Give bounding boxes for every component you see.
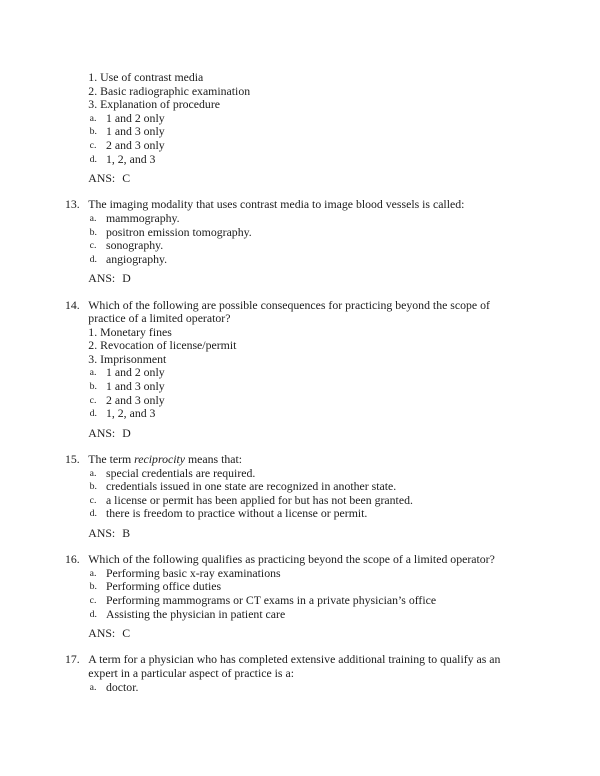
answer-option: [88, 380, 542, 394]
question-number: 16.: [65, 552, 80, 567]
answer-line: [88, 427, 542, 441]
option-letter: b.: [89, 226, 97, 238]
option-text: doctor.: [105, 679, 139, 694]
option-text: credentials issued in one state are recognized in another state.: [105, 479, 397, 494]
question-number: 17.: [65, 652, 80, 667]
option-letter: b.: [89, 581, 97, 593]
question-block: [65, 71, 542, 186]
option-letter: a.: [89, 681, 97, 693]
option-text: 1 and 2 only: [105, 110, 165, 125]
option-letter: c.: [89, 494, 97, 506]
option-letter: d.: [89, 253, 97, 265]
option-letter: d.: [89, 608, 97, 620]
answer-option: [88, 226, 542, 240]
answer-value: B: [122, 526, 131, 540]
option-letter: d.: [89, 408, 97, 420]
question-text-line: practice of a limited operator?: [88, 311, 231, 326]
question-text: Which of the following qualifies as practicing beyond the scope of a limited operator?: [88, 552, 495, 567]
question-block: [65, 653, 542, 694]
option-letter: d.: [89, 508, 97, 520]
question-text-part: means that:: [185, 452, 243, 467]
option-text: Assisting the physician in patient care: [105, 606, 286, 621]
answer-label: ANS:: [88, 171, 116, 186]
answer-option: [88, 239, 542, 253]
list-item: 2. Basic radiographic examination: [88, 83, 251, 98]
option-text: 1 and 3 only: [105, 124, 165, 139]
question-block: [65, 198, 542, 286]
question-number: 14.: [65, 297, 80, 312]
option-letter: c.: [89, 594, 97, 606]
option-letter: d.: [89, 153, 97, 165]
answer-option: [88, 153, 542, 167]
question-block: [65, 453, 542, 541]
answer-label: ANS:: [88, 271, 116, 286]
answer-option: [88, 467, 542, 481]
option-text: mammography.: [105, 210, 180, 225]
answer-option: [88, 394, 542, 408]
option-letter: b.: [89, 481, 97, 493]
option-text: there is freedom to practice without a license or permit.: [105, 506, 368, 521]
list-item: 3. Imprisonment: [88, 351, 167, 366]
answer-label: ANS:: [88, 425, 116, 440]
answer-value: D: [122, 425, 131, 440]
option-text: Performing basic x-ray examinations: [105, 565, 281, 580]
option-text: 2 and 3 only: [105, 392, 165, 407]
question-text-line: Which of the following are possible consequences for practicing beyond the scope of: [88, 297, 490, 312]
question-number: 13.: [65, 197, 80, 212]
question-block: [65, 299, 542, 441]
option-text: a license or permit has been applied for but has not been granted.: [105, 492, 413, 507]
option-letter: b.: [89, 381, 97, 393]
answer-value: C: [122, 626, 131, 641]
answer-option: [88, 507, 542, 521]
option-letter: c.: [89, 240, 97, 252]
question-text-part-italic: reciprocity: [134, 452, 186, 467]
option-text: 2 and 3 only: [105, 137, 165, 152]
answer-value: C: [122, 171, 131, 186]
answer-option: [88, 567, 542, 581]
answer-label: ANS:: [88, 626, 116, 641]
question-number: 15.: [65, 452, 80, 467]
option-letter: a.: [89, 467, 97, 479]
option-text: sonography.: [105, 238, 164, 253]
option-text: angiography.: [105, 251, 168, 266]
question-text: The imaging modality that uses contrast media to image blood vessels is called:: [88, 197, 465, 212]
answer-option: [88, 112, 542, 126]
answer-option: [88, 366, 542, 380]
answer-option: [88, 594, 542, 608]
list-item: 3. Explanation of procedure: [88, 97, 220, 112]
answer-option: [88, 681, 542, 695]
question-text-line: A term for a physician who has completed extensive additional training to qualify as an: [88, 652, 501, 667]
option-text: 1 and 2 only: [105, 365, 165, 380]
answer-option: [88, 125, 542, 139]
option-letter: a.: [89, 567, 97, 579]
answer-line: [88, 172, 542, 186]
answer-option: [88, 608, 542, 622]
option-text: positron emission tomography.: [105, 224, 252, 239]
option-letter: a.: [89, 212, 97, 224]
option-text: special credentials are required.: [105, 465, 256, 480]
question-text: [88, 453, 542, 467]
answer-option: [88, 480, 542, 494]
option-letter: c.: [89, 139, 97, 151]
answer-option: [88, 494, 542, 508]
question-text-part: The term: [88, 452, 135, 467]
option-text: Performing office duties: [105, 579, 222, 594]
option-letter: a.: [89, 112, 97, 124]
option-letter: a.: [89, 367, 97, 379]
answer-option: [88, 407, 542, 421]
list-item: 1. Monetary fines: [88, 324, 172, 339]
answer-line: [88, 627, 542, 641]
answer-value: D: [122, 271, 131, 286]
answer-option: [88, 139, 542, 153]
answer-option: [88, 212, 542, 226]
question-text-line: expert in a particular aspect of practice is a:: [88, 665, 294, 680]
answer-line: [88, 272, 542, 286]
option-text: 1, 2, and 3: [105, 151, 156, 166]
list-item: 2. Revocation of license/permit: [88, 338, 237, 353]
option-letter: b.: [89, 126, 97, 138]
list-item: 1. Use of contrast media: [88, 70, 204, 84]
answer-line: [88, 527, 542, 541]
option-text: 1, 2, and 3: [105, 406, 156, 421]
option-text: 1 and 3 only: [105, 379, 165, 394]
question-block: [65, 553, 542, 641]
option-letter: c.: [89, 394, 97, 406]
option-text: Performing mammograms or CT exams in a private physician’s office: [105, 592, 437, 607]
answer-option: [88, 253, 542, 267]
answer-label: ANS:: [88, 526, 116, 540]
question-number: [65, 71, 88, 186]
answer-option: [88, 580, 542, 594]
